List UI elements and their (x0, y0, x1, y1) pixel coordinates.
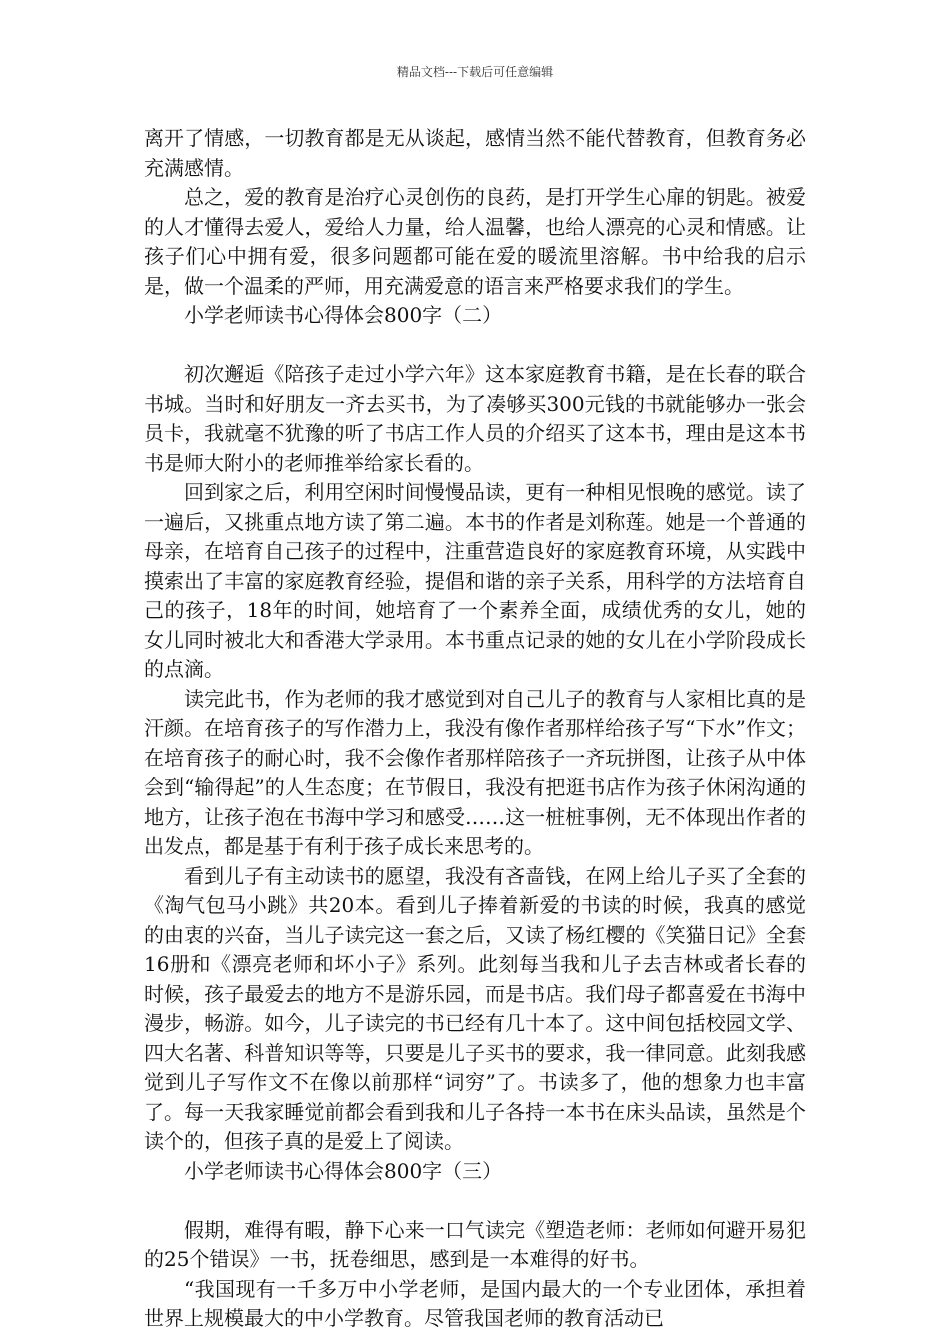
document-body (144, 124, 806, 1334)
paragraph: “我国现有一千多万中小学老师，是国内最大的一个专业团体，承担着世界上规模最大的中小学教育。尽管我国老师的教育活动已 (144, 1276, 806, 1330)
paragraph: 读完此书，作为老师的我才感觉到对自己儿子的教育与人家相比真的是汗颜。在培育孩子的写作潜力上，我没有像作者那样给孩子写“下水”作文；在培育孩子的耐心时，我不会像作者那样陪孩子一齐玩拼图，让孩子从中体会到“输得起”的人生态度；在节假日，我没有把逛书店作为孩子休闲沟通的地方，让孩子泡在书海中学习和感受……这一桩桩事例，无不体现出作者的出发点，都是基于有利于孩子成长来思考的。 (144, 686, 806, 858)
paragraph: 假期，难得有暇，静下心来一口气读完《塑造老师：老师如何避开易犯的25个错误》一书，抚卷细思，感到是一本难得的好书。 (144, 1217, 806, 1271)
paragraph: 离开了情感，一切教育都是无从谈起，感情当然不能代替教育，但教育务必充满感情。 (144, 126, 806, 180)
paragraph: 看到儿子有主动读书的愿望，我没有吝啬钱，在网上给儿子买了全套的《淘气包马小跳》共20本。看到儿子捧着新爱的书读的时候，我真的感觉的由衷的兴奋，当儿子读完这一套之后，又读了杨红樱的《笑猫日记》全套16册和《漂亮老师和坏小子》系列。此刻每当我和儿子去吉林或者长春的时候，孩子最爱去的地方不是游乐园，而是书店。我们母子都喜爱在书海中漫步，畅游。如今，儿子读完的书已经有几十本了。这中间包括校园文学、四大名著、科普知识等等，只要是儿子买书的要求，我一律同意。此刻我感觉到儿子写作文不在像以前那样“词穷”了。书读多了，他的想象力也丰富了。每一天我家睡觉前都会看到我和儿子各持一本书在床头品读，虽然是个读个的，但孩子真的是爱上了阅读。 (144, 863, 806, 1153)
paragraph: 初次邂逅《陪孩子走过小学六年》这本家庭教育书籍，是在长春的联合书城。当时和好朋友一齐去买书，为了凑够买300元钱的书就能够办一张会员卡，我就毫不犹豫的听了书店工作人员的介绍买了这本书，理由是这本书书是师大附小的老师推举给家长看的。 (144, 362, 806, 475)
page-header: 精品文档---下载后可任意编辑 (396, 65, 554, 79)
blank-line (144, 331, 806, 361)
blank-line (144, 1186, 806, 1216)
section-heading: 小学老师读书心得体会800字（三） (184, 1158, 503, 1183)
paragraph: 总之，爱的教育是治疗心灵创伤的良药，是打开学生心扉的钥匙。被爱的人才懂得去爱人，爱给人力量，给人温馨，也给人漂亮的心灵和情感。让孩子们心中拥有爱，很多问题都可能在爱的暖流里溶解。书中给我的启示是，做一个温柔的严师，用充满爱意的语言来严格要求我们的学生。 (144, 185, 806, 298)
paragraph: 回到家之后，利用空闲时间慢慢品读，更有一种相见恨晚的感觉。读了一遍后，又挑重点地方读了第二遍。本书的作者是刘称莲。她是一个普通的母亲，在培育自己孩子的过程中，注重营造良好的家庭教育环境，从实践中摸索出了丰富的家庭教育经验，提倡和谐的亲子关系，用科学的方法培育自己的孩子，18年的时间，她培育了一个素养全面，成绩优秀的女儿，她的女儿同时被北大和香港大学录用。本书重点记录的她的女儿在小学阶段成长的点滴。 (144, 480, 806, 681)
section-heading: 小学老师读书心得体会800字（二） (184, 303, 503, 327)
